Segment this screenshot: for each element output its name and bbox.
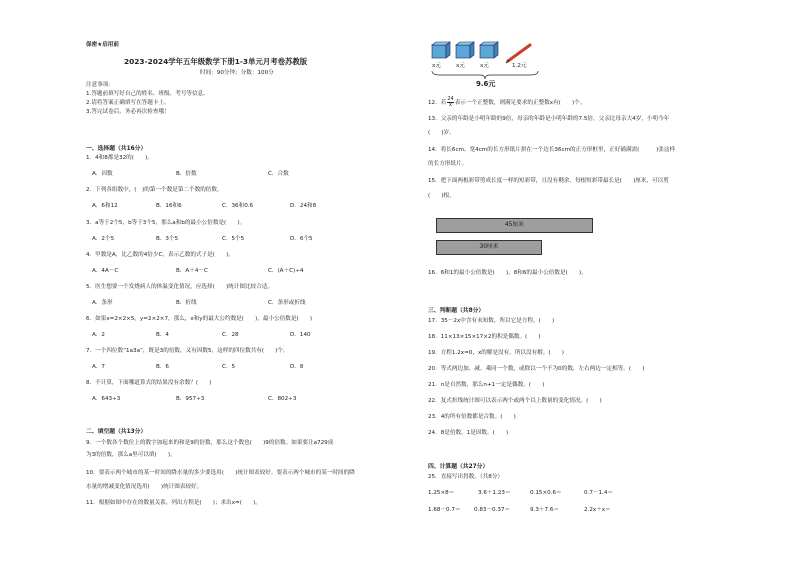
option: A．4A－C <box>92 268 119 274</box>
fig-total: 9.6元 <box>476 80 496 88</box>
question-25: 25．直接写出得数。（共8分） <box>428 474 504 480</box>
option: B．折线 <box>176 300 197 306</box>
question-16: 16．6和1的最小公倍数是( )，8和6的最小公倍数是( )。 <box>428 270 587 276</box>
cube-icon <box>456 42 474 58</box>
question-14: 14．将长6cm、宽4cm的长方形纸片拼在一个边长36cm的正方形框里，正好铺满需( )张这样 <box>428 147 676 153</box>
option: B．3个5 <box>156 236 179 242</box>
fig-label: 1.2元 <box>512 63 527 69</box>
ribbon-bar-45: 45厘米 <box>436 218 593 233</box>
option: C．802÷3 <box>268 396 297 402</box>
calc-item: 9.3＋7.6＝ <box>530 507 559 513</box>
exam-meta: 时间：90分钟；分数：100分 <box>200 70 274 76</box>
section-heading: 三、判断题（共8分） <box>428 308 485 314</box>
question-13: 13．父亲的年龄是小明年龄的9倍，母亲的年龄是小明年龄的7.5倍，父亲比母亲大4岁，小明今年 <box>428 116 670 122</box>
option: C．条形或折线 <box>268 300 306 306</box>
question-7: 7．一个四位数“1a3a”，既是3的倍数，又有因数5，这样的四位数共有( )个。 <box>86 348 289 354</box>
question-11: 11．根据如图中存在的数量关系，列出方程是( )；求出x=( )。 <box>86 500 261 506</box>
cube-icon <box>480 42 498 58</box>
calc-item: 3.6＋1.23＝ <box>478 490 511 496</box>
fig-label: x元 <box>432 63 441 69</box>
question-12 <box>428 97 585 108</box>
option: B．4 <box>156 332 169 338</box>
question-3: 3．a等于2个5，b等于3个5，那么a和b的最小公倍数是( )。 <box>86 220 246 226</box>
question-19: 19．方程1.2x=0，x的解是没有，所以没有解。( ) <box>428 350 564 356</box>
fraction <box>447 97 453 108</box>
question-4: 4．甲数是A，比乙数的4倍少C，表示乙数的式子是( )。 <box>86 252 234 258</box>
pen-icon <box>506 45 530 63</box>
secret-label: 保密★启用前 <box>86 42 119 48</box>
ribbon-bar-30: 30厘米 <box>436 240 542 255</box>
option: D．6个5 <box>290 236 313 242</box>
option: A．7 <box>92 364 105 370</box>
calc-item: 1.68－0.7＝ <box>428 507 461 513</box>
question-2: 2．下列各组数中，( )的第一个数是第二个数的倍数。 <box>86 187 223 193</box>
question-6: 6．如果x=2×2×5，y=2×2×7，那么，x和y的最大公约数是( )，最小公倍数是( ) <box>86 316 313 322</box>
notice-line: 1.答题前填写好自己的姓名、班级、考号等信息。 <box>86 91 209 97</box>
calc-item: 0.7－1.4＝ <box>584 490 613 496</box>
fraction-den: x <box>449 102 452 108</box>
calc-item: 0.83－0.37＝ <box>474 507 511 513</box>
option: B．957÷3 <box>176 396 205 402</box>
option: B．倍数 <box>176 171 197 177</box>
question-21: 21．n是自然数，那么n+1一定是偶数。( ) <box>428 382 545 388</box>
question-23: 23．4的所有倍数都是合数。( ) <box>428 414 516 420</box>
question-1: 1．4和8都是32的( )。 <box>86 155 153 161</box>
section-heading: 二、填空题（共13分） <box>86 429 147 435</box>
option: C．28 <box>222 332 239 338</box>
question-18: 18．11×13×15×17×2的积是偶数。( ) <box>428 334 541 340</box>
question-15-cont: ( )根。 <box>428 193 455 199</box>
section-heading: 一、选择题（共16分） <box>86 146 147 152</box>
option: B．A＋4－C <box>176 268 208 274</box>
question-5: 5．医生想要一个发烧病人的体温变化情况，应选择( )统计图比较合适。 <box>86 284 273 290</box>
option: D．24和8 <box>290 203 317 209</box>
fig-label: x元 <box>456 63 465 69</box>
question-15: 15．把下面两根彩带剪成长度一样的短彩带，且没有剩余，每根短彩带最长是( )厘米，可以剪 <box>428 178 669 184</box>
calc-item: 2.2x＋x＝ <box>584 507 611 513</box>
question-14-cont: 的长方形纸片。 <box>428 161 468 167</box>
option: D．140 <box>290 332 311 338</box>
fraction-num: 24 <box>447 96 454 102</box>
exam-title: 2023-2024学年五年级数学下册1-3单元月考卷苏教版 <box>124 57 308 66</box>
question-20: 20．等式两边加、减、乘同一个数，或除以一个不为0的数，左右两边一定相等。( ) <box>428 366 645 372</box>
brace-icon <box>430 70 540 80</box>
question-9: 9．一个数各个数位上的数字加起来的和是9的倍数，那么这个数也( )9的倍数。如果要让a729成 <box>86 440 334 446</box>
option: C．合数 <box>268 171 289 177</box>
question-10: 10．要表示两个城市的某一时间的降水量的多少要选用( )统计图表较好。要表示两个城市的某一时间的降 <box>86 470 355 476</box>
question-17: 17．35－2x中含有未知数，所以它是方程。( ) <box>428 318 555 324</box>
question-9-cont: 为3的倍数，那么a里可以填( )。 <box>86 452 176 458</box>
question-24: 24．8是倍数，1是因数。( ) <box>428 430 509 436</box>
option: C．5 <box>222 364 236 370</box>
calc-item: 0.15×0.6＝ <box>530 490 562 496</box>
fig-label: x元 <box>480 63 489 69</box>
notice-line: 2.请将答案正确填写在答题卡上。 <box>86 100 170 106</box>
option: A．因数 <box>92 171 113 177</box>
option: C．(A＋C)÷4 <box>268 268 304 274</box>
option: A．条形 <box>92 300 113 306</box>
option: B．16和6 <box>156 203 182 209</box>
option: A．6和12 <box>92 203 118 209</box>
option: A．2个5 <box>92 236 115 242</box>
question-10-cont: 水量的增减变化情况选用( )统计图表较好。 <box>86 484 203 490</box>
option: B．6 <box>156 364 169 370</box>
option: A．2 <box>92 332 105 338</box>
option: D．8 <box>290 364 304 370</box>
option: C．5个5 <box>222 236 245 242</box>
question-22: 22．复式折线统计图可以表示两个或两个以上数量的变化情况。( ) <box>428 398 602 404</box>
option: A．643÷3 <box>92 396 121 402</box>
cube-icon <box>432 42 450 58</box>
notice-line: 3.答完试卷后，务必再次检查哦！ <box>86 109 170 115</box>
question-8: 8．不计算，下面哪道算式的结果没有余数？( ) <box>86 380 212 386</box>
section-heading: 四、计算题（共27分） <box>428 464 489 470</box>
q12-suffix: 表示一个正整数，则满足要求的正整数x有( )个。 <box>454 100 586 106</box>
option: C．36和0.6 <box>222 203 254 209</box>
notice-heading: 注意事项： <box>86 82 114 88</box>
calc-item: 1.25×8＝ <box>428 490 455 496</box>
question-13-cont: ( )岁。 <box>428 130 455 136</box>
q12-prefix: 12．若 <box>428 100 447 106</box>
